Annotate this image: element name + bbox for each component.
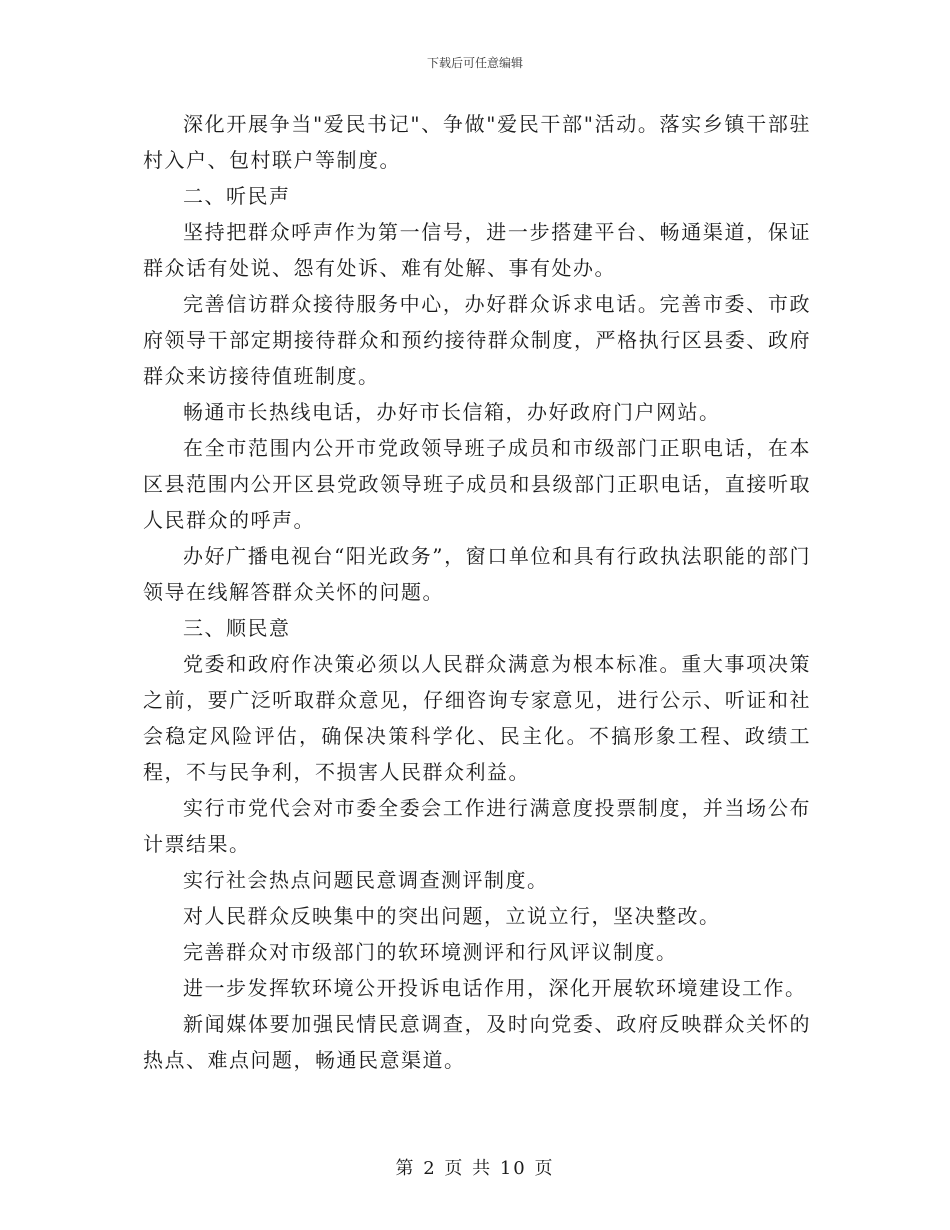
section-heading: 二、听民声	[183, 184, 291, 208]
paragraph: 深化开展争当"爱民书记"、争做"爱民干部"活动。落实乡镇干部驻村入户、包村联户等制度。	[143, 112, 811, 172]
section-heading: 三、顺民意	[183, 616, 291, 640]
paragraph: 完善群众对市级部门的软环境测评和行风评议制度。	[183, 940, 678, 964]
header-note: 下载后可任意编辑	[426, 56, 523, 70]
page-number: 第 2 页 共 10 页	[395, 1158, 555, 1179]
paragraph: 对人民群众反映集中的突出问题，立说立行，坚决整改。	[183, 904, 721, 928]
paragraph: 实行社会热点问题民意调查测评制度。	[183, 868, 549, 892]
paragraph: 党委和政府作决策必须以人民群众满意为根本标准。重大事项决策之前，要广泛听取群众意见，仔细咨询专家意见，进行公示、听证和社会稳定风险评估，确保决策科学化、民主化。不搞形象工程、政绩工程，不与民争利，不损害人民群众利益。	[143, 652, 811, 784]
paragraph: 实行市党代会对市委全委会工作进行满意度投票制度，并当场公布计票结果。	[143, 796, 811, 856]
document-body	[143, 106, 811, 1078]
paragraph: 坚持把群众呼声作为第一信号，进一步搭建平台、畅通渠道，保证群众话有处说、怨有处诉、难有处解、事有处办。	[143, 220, 811, 280]
paragraph: 办好广播电视台“阳光政务”，窗口单位和具有行政执法职能的部门领导在线解答群众关怀的问题。	[143, 544, 811, 604]
paragraph: 完善信访群众接待服务中心，办好群众诉求电话。完善市委、市政府领导干部定期接待群众和预约接待群众制度，严格执行区县委、政府群众来访接待值班制度。	[143, 292, 811, 388]
paragraph: 畅通市长热线电话，办好市长信箱，办好政府门户网站。	[183, 400, 721, 424]
paragraph: 新闻媒体要加强民情民意调查，及时向党委、政府反映群众关怀的热点、难点问题，畅通民意渠道。	[143, 1012, 811, 1072]
paragraph: 在全市范围内公开市党政领导班子成员和市级部门正职电话，在本区县范围内公开区县党政领导班子成员和县级部门正职电话，直接听取人民群众的呼声。	[143, 436, 811, 532]
paragraph: 进一步发挥软环境公开投诉电话作用，深化开展软环境建设工作。	[183, 976, 807, 1000]
